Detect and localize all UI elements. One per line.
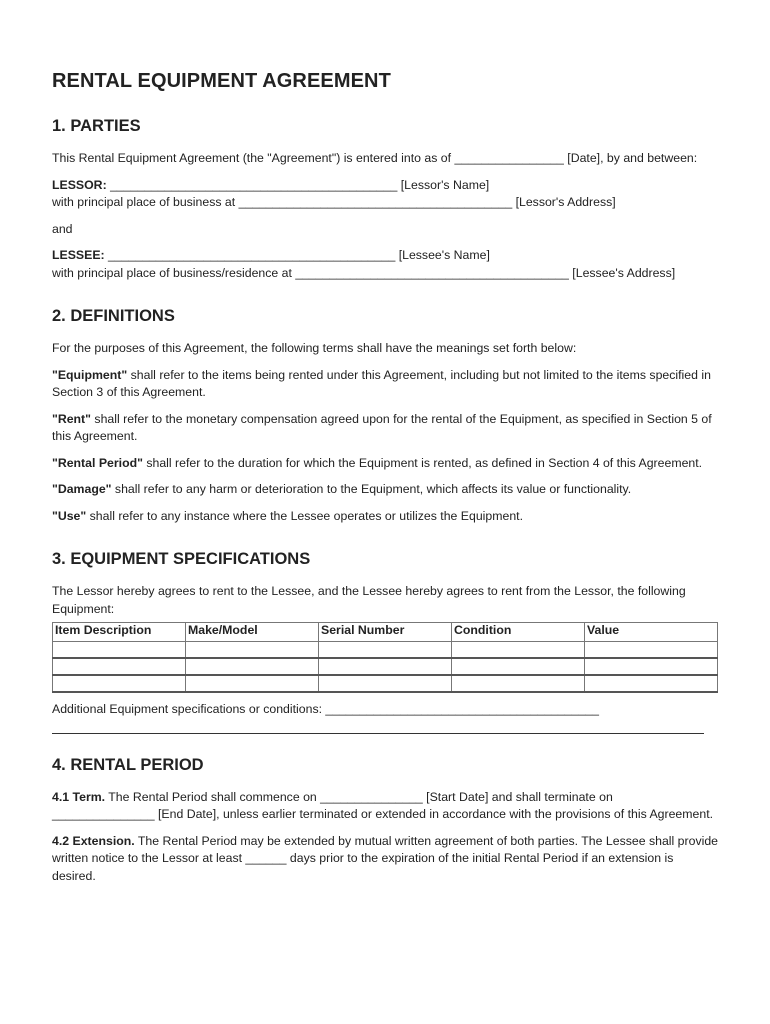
column-header: Value [585,623,718,642]
additional-specifications-fill-line[interactable] [52,719,704,734]
definition-text: shall refer to any harm or deterioration to the Equipment, which affects its value or functionality. [111,482,632,496]
document-title: RENTAL EQUIPMENT AGREEMENT [52,70,391,92]
and-text: and [52,221,73,236]
table-cell[interactable] [452,675,585,692]
definition-term: "Rental Period" [52,455,143,470]
table-cell[interactable] [585,675,718,692]
table-cell[interactable] [53,658,186,675]
table-cell[interactable] [186,642,319,659]
definition-equipment [52,367,718,402]
rental-extension-clause [52,833,718,886]
column-header: Item Description [53,623,186,642]
lessee-name-line: __________________________________________ [Lessee's Name] [104,248,490,262]
table-row [53,642,718,659]
column-header: Serial Number [319,623,452,642]
table-row [53,658,718,675]
table-cell[interactable] [452,642,585,659]
definition-rental-period [52,455,718,473]
clause-label: 4.2 Extension. [52,833,135,848]
table-cell[interactable] [585,642,718,659]
clause-label: 4.1 Term. [52,789,106,804]
lessee-address-line: with principal place of business/residence at ________________________________________ [Lessee's Address] [52,265,676,280]
lessor-label: LESSOR: [52,177,107,192]
rental-term-clause [52,789,718,824]
lessee-block [52,247,718,282]
section-heading-definitions: 2. DEFINITIONS [52,307,175,325]
equipment-intro: The Lessor hereby agrees to rent to the Lessee, and the Lessee hereby agrees to rent from the Lessor, the following Equipment: [52,584,686,616]
table-cell[interactable] [186,675,319,692]
table-cell[interactable] [319,658,452,675]
definition-rent [52,411,718,446]
definition-term: "Damage" [52,482,112,496]
lessor-name-line: __________________________________________ [Lessor's Name] [106,177,490,192]
definition-text: shall refer to the duration for which the Equipment is rented, as defined in Section 4 of this Agreement. [142,455,703,470]
definition-term: "Equipment" [52,367,128,382]
section-heading-parties: 1. PARTIES [52,117,141,135]
definitions-intro: For the purposes of this Agreement, the following terms shall have the meanings set forth below: [52,341,577,355]
definition-term: "Use" [52,508,87,523]
definition-term: "Rent" [52,411,91,426]
table-cell[interactable] [53,675,186,692]
table-header-row [53,623,718,642]
column-header: Condition [452,623,585,642]
column-header: Make/Model [186,623,319,642]
definition-text: shall refer to the items being rented under this Agreement, including but not limited to the items specified in Section 3 of this Agreement. [52,367,711,399]
clause-text: The Rental Period may be extended by mutual written agreement of both parties. The Lessee shall provide written notice to the Lessor at least ______ days prior to the expiration of the initial Rental Period if an extension is desired. [52,833,719,883]
table-cell[interactable] [452,658,585,675]
lessee-label: LESSEE: [52,248,105,262]
parties-intro: This Rental Equipment Agreement (the "Agreement") is entered into as of ________________ [Date], by and between: [52,151,698,165]
equipment-table [52,622,718,693]
table-cell[interactable] [319,675,452,692]
table-cell[interactable] [319,642,452,659]
table-cell[interactable] [53,642,186,659]
definition-text: shall refer to the monetary compensation agreed upon for the rental of the Equipment, as specified in Section 5 of this Agreement. [52,411,712,443]
lessor-address-line: with principal place of business at ________________________________________ [Lessor's Address] [52,195,616,209]
table-cell[interactable] [585,658,718,675]
clause-text: The Rental Period shall commence on _______________ [Start Date] and shall terminate on _______________ [End Date], unless earlier terminated or extended in accordance with the provisions of this Agreement. [52,789,714,821]
lessor-block [52,177,718,212]
definition-use [52,508,718,526]
table-row [53,675,718,692]
definition-damage [52,481,718,499]
definition-text: shall refer to any instance where the Lessee operates or utilizes the Equipment. [86,508,524,523]
additional-specifications: Additional Equipment specifications or conditions: ________________________________________ [52,702,599,716]
agreement-body [52,70,718,894]
section-heading-equipment: 3. EQUIPMENT SPECIFICATIONS [52,550,311,568]
table-cell[interactable] [186,658,319,675]
section-heading-rental-period: 4. RENTAL PERIOD [52,755,204,774]
